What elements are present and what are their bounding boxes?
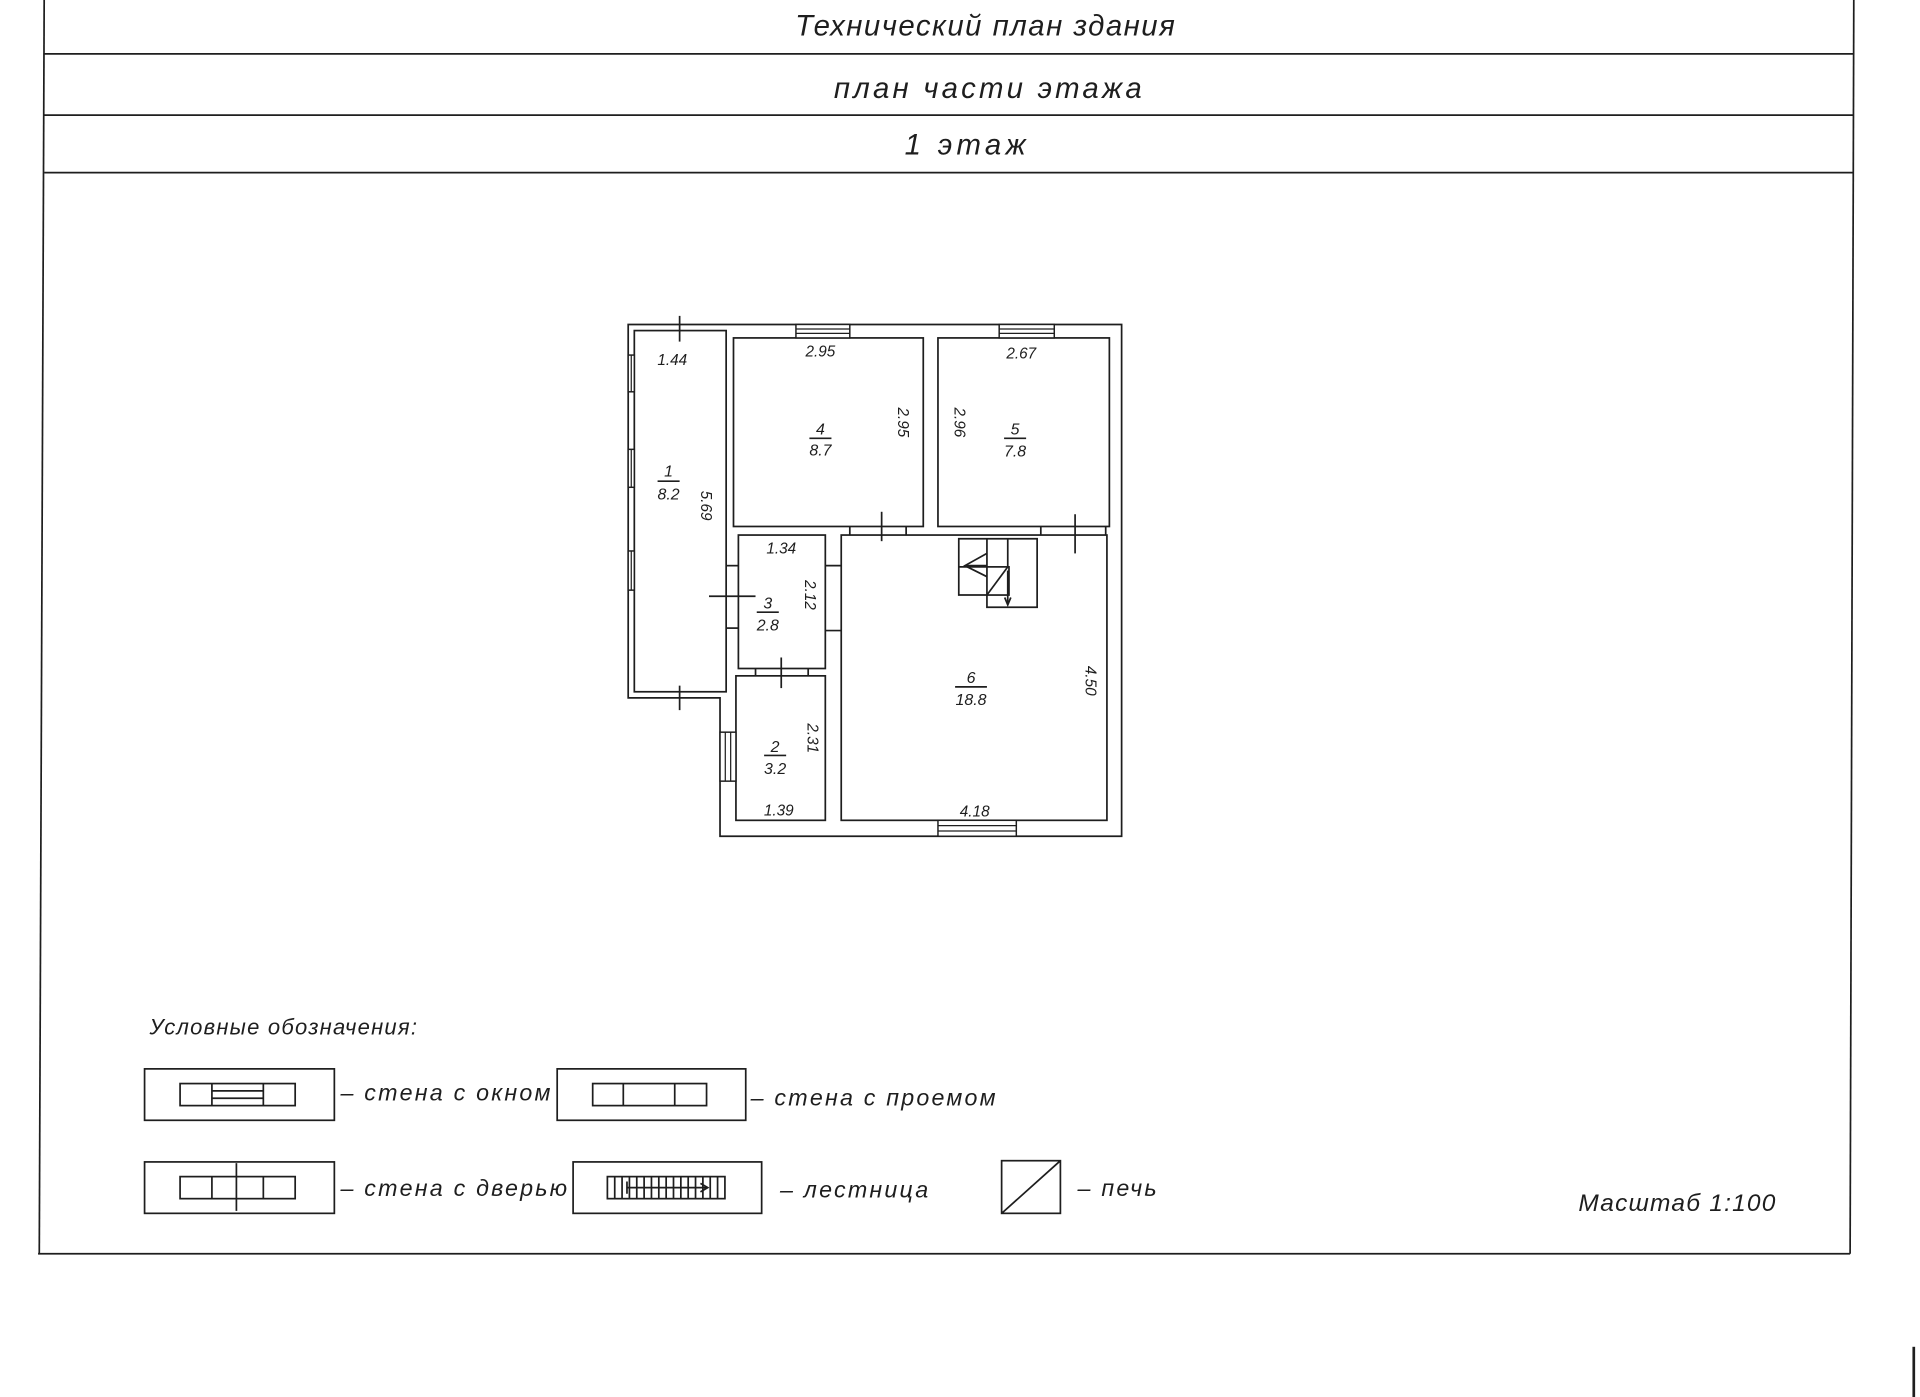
window-room-4 [796, 324, 850, 337]
room-2-number: 2 [770, 738, 780, 756]
room-1-area: 8.2 [657, 486, 680, 504]
window-room-5 [999, 324, 1054, 337]
frame-right-border [1850, 0, 1854, 1254]
room-3-number: 3 [763, 595, 773, 613]
room-3-length: 2.12 [800, 580, 818, 610]
exterior-wall-outline [628, 324, 1121, 836]
window-room-1-middle [628, 449, 634, 487]
floor-label: 1 этаж [904, 128, 1031, 162]
room-6-area: 18.8 [955, 692, 987, 710]
window-room-6 [938, 820, 1016, 836]
room-2-width: 1.39 [763, 802, 794, 820]
legend-label-stove: – печь [1077, 1175, 1159, 1202]
room-2-area: 3.2 [764, 760, 787, 778]
room-3 [738, 535, 825, 668]
room-5 [938, 338, 1109, 527]
room-1-length: 5.69 [696, 490, 714, 521]
room-4-number: 4 [815, 421, 825, 439]
scale-label: Масштаб 1:100 [1578, 1189, 1777, 1217]
staircase [959, 539, 1037, 608]
legend [145, 1015, 1159, 1214]
room-6-length: 4.50 [1081, 665, 1099, 696]
room-5-area: 7.8 [1004, 443, 1027, 461]
floor-plan [628, 316, 1121, 836]
room-4-area: 8.7 [809, 442, 832, 460]
room-5-width: 2.67 [1006, 345, 1037, 363]
wall-with-door-icon [145, 1162, 335, 1213]
plan-subtitle: план части этажа [833, 71, 1145, 105]
legend-label-staircase: – лестница [780, 1176, 931, 1203]
window-room-1-lower [628, 551, 634, 590]
room-4-width: 2.95 [805, 343, 836, 361]
legend-label-opening: – стена с проемом [750, 1084, 998, 1111]
room-4 [733, 338, 923, 527]
room-1-number: 1 [664, 463, 674, 481]
room-6 [841, 535, 1107, 821]
room-3-width: 1.34 [766, 540, 797, 558]
frame-left-border [39, 0, 44, 1254]
legend-label-window: – стена с окном [340, 1079, 553, 1106]
staircase-outline [959, 539, 1037, 608]
staircase-icon [573, 1162, 762, 1213]
room-5-length: 2.96 [950, 407, 968, 438]
room-6-width: 4.18 [959, 803, 990, 821]
plan-title: Технический план здания [795, 9, 1177, 43]
room-4-length: 2.95 [893, 407, 911, 438]
sheet-frame [38, 0, 1854, 1254]
room-6-number: 6 [966, 670, 976, 688]
window-room-1-upper [628, 355, 634, 392]
room-5-number: 5 [1010, 421, 1020, 439]
window-room-2 [720, 732, 736, 781]
room-2 [736, 676, 825, 820]
wall-with-window-icon [145, 1069, 335, 1120]
room-1 [634, 331, 726, 692]
legend-label-door: – стена с дверью [340, 1175, 570, 1202]
wall-with-opening-icon [557, 1069, 746, 1120]
room-2-length: 2.31 [803, 723, 821, 754]
room-1-width: 1.44 [657, 351, 688, 369]
doors [680, 316, 1106, 710]
stove-icon [1002, 1161, 1061, 1214]
room-3-area: 2.8 [756, 617, 779, 635]
legend-heading: Условные обозначения: [149, 1014, 419, 1040]
